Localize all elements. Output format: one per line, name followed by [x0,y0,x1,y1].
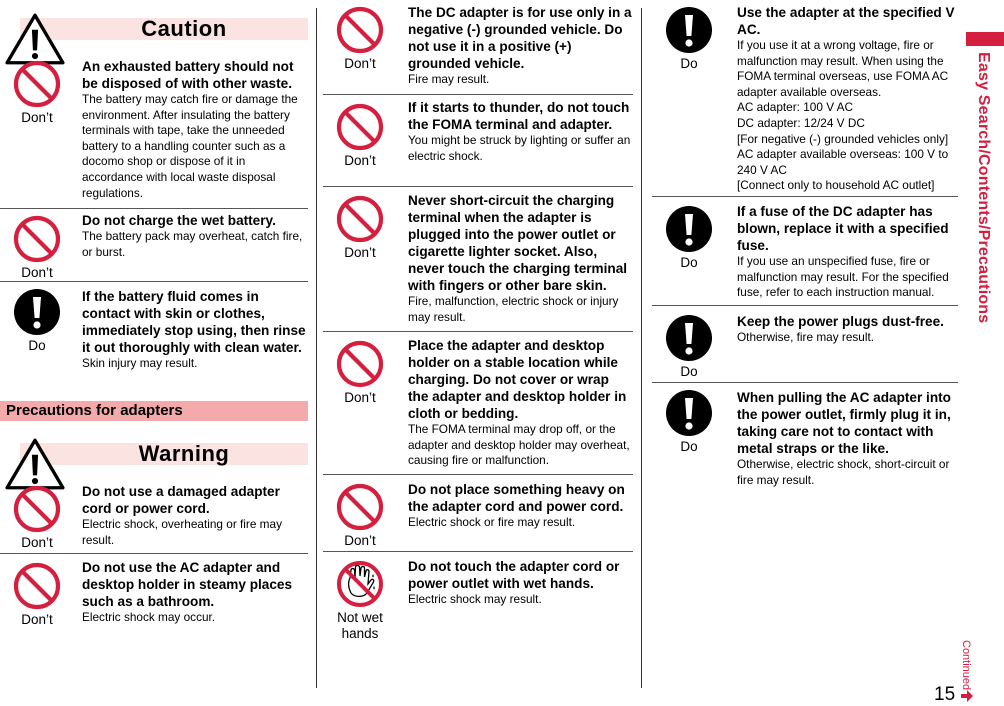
precaution-body: The battery may catch fire or damage the environment. After insulating the battery terminals with tape, take the unneeded battery to a handling counter such as a docomo shop or dispose of it in accordance with local waste disposal regulations. [82,92,298,200]
instruction-icon [665,389,713,437]
instruction-icon [665,314,713,362]
precaution-item [0,556,308,636]
prohibition-icon [336,195,384,243]
continued-text: Continued [960,640,972,691]
precaution-item [652,306,958,383]
precaution-body: Fire may result. [408,72,490,86]
precaution-heading: The DC adapter is for use only in a negative (-) grounded vehicle. Do not use it in a positive (+) grounded vehicle. [408,5,632,71]
icon-label: Don’t [344,390,376,405]
icon-label: Don’t [344,56,376,71]
prohibition-icon [336,6,384,54]
icon-label: Do [680,255,698,270]
caution-banner [0,16,308,42]
precaution-body: The FOMA terminal may drop off, or the adapter and desktop holder may overheat, causing fire or malfunction. [408,422,630,468]
precaution-heading: Do not place something heavy on the adapter cord and power cord. [408,482,625,514]
precaution-item [0,209,308,282]
precaution-body: If you use it at a wrong voltage, fire or malfunction may result. When using the FOMA terminal overseas, use FOMA AC adapter available overseas. AC adapter: 100 V AC DC adapter: 12/24 V DC [For negative (-) grounded vehicles only] AC adapter available overseas: 100 V to 240 V AC [Connect only to household AC outlet] [737,38,949,193]
section-title-bar [0,401,308,421]
precaution-heading: If it starts to thunder, do not touch the FOMA terminal and adapter. [408,100,630,132]
instruction-icon [665,205,713,253]
precaution-item [652,197,958,306]
precaution-heading: When pulling the AC adapter into the power outlet, firmly plug it in, taking care not to contact with metal straps or the like. [737,390,951,456]
precaution-item [0,481,308,554]
precaution-item [652,383,958,493]
precaution-body: The battery pack may overheat, catch fire, or burst. [82,229,303,259]
column-divider [316,8,317,688]
precaution-body: Otherwise, electric shock, short-circuit or fire may result. [737,457,950,487]
precaution-heading: Do not touch the adapter cord or power outlet with wet hands. [408,559,620,591]
prohibition-icon [13,562,61,610]
icon-label: Do [680,56,698,71]
precaution-item [323,332,633,475]
precaution-heading: An exhausted battery should not be disposed of with other waste. [82,59,294,91]
precaution-heading: Place the adapter and desktop holder on a stable location while charging. Do not cover or wrap the adapter and desktop holder in cloth or bedding. [408,338,627,421]
precaution-body: Electric shock may occur. [82,610,216,624]
precaution-heading: Never short-circuit the charging terminal when the adapter is plugged into the power outlet or cigarette lighter socket. Also, never touch the charging terminal with fingers or other bare skin. [408,193,628,293]
section-title: Precautions for adapters [6,402,183,419]
arrow-right-icon [960,689,974,703]
icon-label: Don’t [344,245,376,260]
section-tab [966,32,1004,46]
icon-label: Don’t [21,265,53,280]
column-divider [641,8,642,688]
icon-label: Don’t [21,535,53,550]
prohibition-icon [13,485,61,533]
side-title-text: Easy Search/Contents/Precautions [975,52,992,324]
precaution-body: Electric shock may result. [408,592,542,606]
precaution-item [323,475,633,552]
precaution-heading: If a fuse of the DC adapter has blown, replace it with a specified fuse. [737,204,949,253]
instruction-icon [665,6,713,54]
icon-label: Don’t [344,153,376,168]
prohibition-icon [336,103,384,151]
precaution-body: Skin injury may result. [82,356,198,370]
caution-title: Caution [141,16,227,41]
precaution-item [652,4,958,197]
precaution-body: Electric shock or fire may result. [408,515,576,529]
precaution-heading: Keep the power plugs dust-free. [737,314,944,329]
precaution-body: You might be struck by lighting or suffer an electric shock. [408,133,631,163]
precaution-heading: Do not use the AC adapter and desktop holder in steamy places such as a bathroom. [82,560,293,609]
page-number: 15 [934,684,956,705]
precaution-body: Fire, malfunction, electric shock or injury may result. [408,294,619,324]
icon-label: Do [28,338,46,353]
icon-label: Don’t [21,612,53,627]
prohibition-icon [336,340,384,388]
precaution-body: Otherwise, fire may result. [737,330,875,344]
icon-label: Do [680,364,698,379]
instruction-icon [13,288,61,336]
precaution-heading: Do not use a damaged adapter cord or power cord. [82,484,280,516]
icon-label: Not wet hands [337,610,383,641]
icon-label: Don’t [344,533,376,548]
warning-title: Warning [138,441,230,466]
icon-label: Don’t [21,110,53,125]
prohibition-icon [336,483,384,531]
prohibition-icon [13,215,61,263]
precaution-item [0,282,308,394]
icon-label: Do [680,439,698,454]
precaution-item [323,552,633,652]
precaution-heading: If the battery fluid comes in contact with skin or clothes, immediately stop using, then rinse it out thoroughly with clean water. [82,289,306,355]
no-wet-hands-icon [336,560,384,608]
precaution-item [323,187,633,332]
precaution-body: Electric shock, overheating or fire may result. [82,517,282,547]
precaution-body: If you use an unspecified fuse, fire or malfunction may result. For the specified fuse, refer to each instruction manual. [737,254,949,300]
precaution-heading: Use the adapter at the specified V AC. [737,5,955,37]
warning-banner [0,441,308,467]
precaution-heading: Do not charge the wet battery. [82,213,276,228]
precaution-item [0,56,308,209]
precaution-item [323,95,633,187]
precaution-item [323,4,633,95]
prohibition-icon [13,60,61,108]
side-title [971,52,995,352]
